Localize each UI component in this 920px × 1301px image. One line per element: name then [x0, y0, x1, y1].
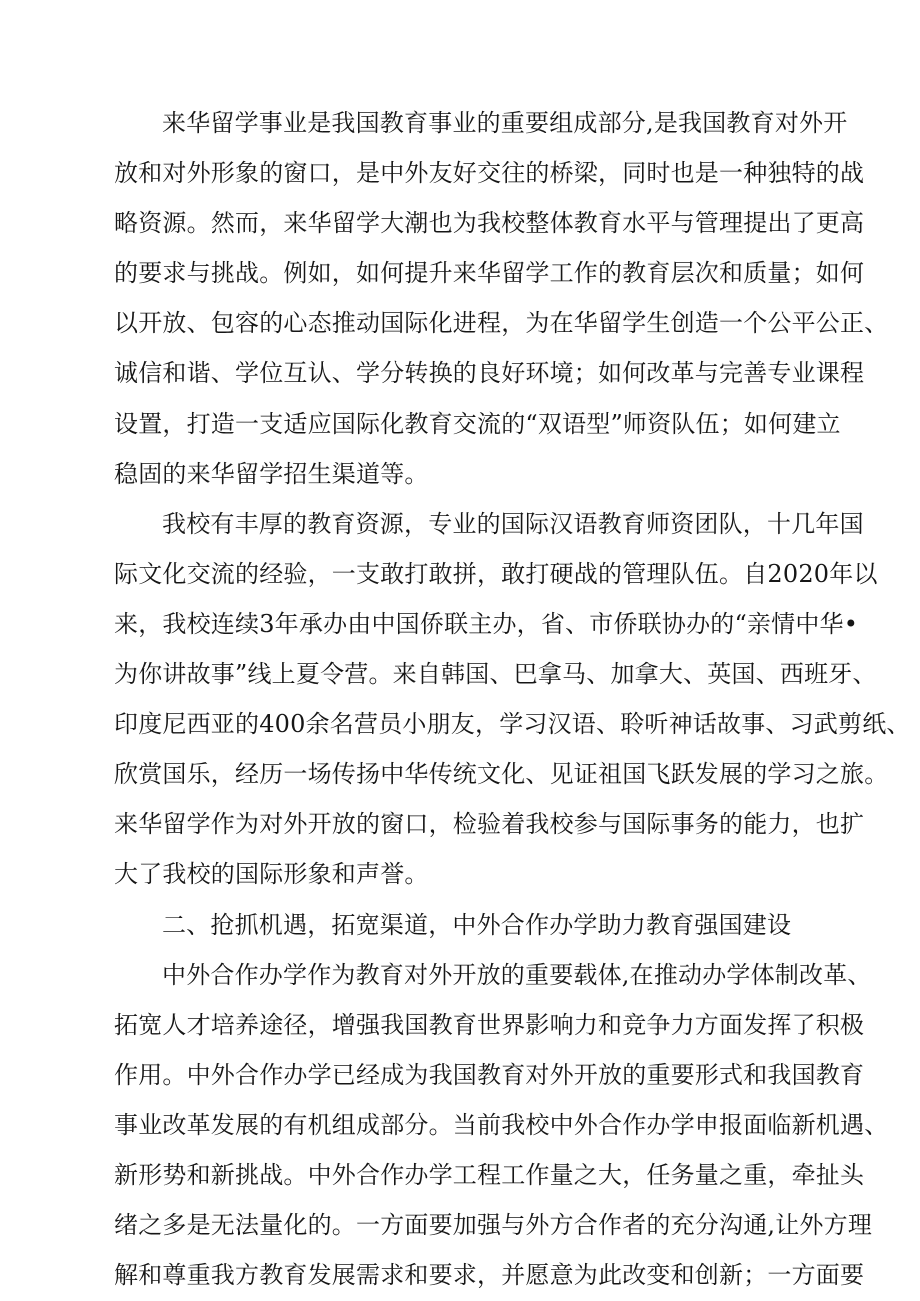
paragraph-3-line-3: 作用。中外合作办学已经成为我国教育对外开放的重要形式和我国教育 — [114, 1060, 865, 1089]
paragraph-1-line-3: 略资源。然而，来华留学大潮也为我校整体教育水平与管理提出了更高 — [114, 209, 865, 238]
paragraph-1-line-1: 来华留学事业是我国教育事业的重要组成部分,是我国教育对外开 — [162, 109, 848, 137]
paragraph-2-line-8: 大了我校的国际形象和声誉。 — [114, 860, 429, 889]
paragraph-1-line-6: 诚信和谐、学位互认、学分转换的良好环境；如何改革与完善专业课程 — [114, 359, 865, 388]
paragraph-2-line-2: 际文化交流的经验，一支敢打敢拼，敢打硬战的管理队伍。自2020年以 — [114, 559, 878, 588]
paragraph-1-line-5: 以开放、包容的心态推动国际化进程，为在华留学生创造一个公平公正、 — [114, 309, 889, 338]
paragraph-1-line-2: 放和对外形象的窗口，是中外友好交往的桥梁，同时也是一种独特的战 — [114, 159, 865, 188]
paragraph-2-line-6: 欣赏国乐，经历一场传扬中华传统文化、见证祖国飞跃发展的学习之旅。 — [114, 760, 889, 789]
document-body — [114, 98, 911, 1300]
paragraph-3-line-7: 解和尊重我方教育发展需求和要求，并愿意为此改变和创新；一方面要 — [114, 1261, 865, 1290]
paragraph-3-line-6: 绪之多是无法量化的。一方面要加强与外方合作者的充分沟通,让外方理 — [114, 1211, 873, 1240]
paragraph-1-line-8: 稳固的来华留学招生渠道等。 — [114, 459, 429, 488]
paragraph-3-line-2: 拓宽人才培养途径，增强我国教育世界影响力和竞争力方面发挥了积极 — [114, 1010, 865, 1039]
paragraph-3-line-5: 新形势和新挑战。中外合作办学工程工作量之大，任务量之重，牵扯头 — [114, 1160, 865, 1189]
paragraph-2-line-4: 为你讲故事”线上夏令营。来自韩国、巴拿马、加拿大、英国、西班牙、 — [114, 660, 877, 689]
paragraph-2-line-5: 印度尼西亚的400余名营员小朋友，学习汉语、聆听神话故事、习武剪纸、 — [114, 710, 911, 739]
section-heading: 二、抢抓机遇，拓宽渠道，中外合作办学助力教育强国建设 — [162, 910, 792, 939]
paragraph-3-line-4: 事业改革发展的有机组成部分。当前我校中外合作办学申报面临新机遇、 — [114, 1110, 889, 1139]
paragraph-2-line-3: 来，我校连续3年承办由中国侨联主办，省、市侨联协办的“亲情中华• — [114, 609, 859, 638]
paragraph-3-line-1: 中外合作办学作为教育对外开放的重要载体,在推动办学体制改革、 — [162, 960, 872, 989]
paragraph-2-line-1: 我校有丰厚的教育资源，专业的国际汉语教育师资团队，十几年国 — [162, 509, 864, 538]
paragraph-1-line-7: 设置，打造一支适应国际化教育交流的“双语型”师资队伍；如何建立 — [114, 409, 841, 438]
paragraph-1-line-4: 的要求与挑战。例如，如何提升来华留学工作的教育层次和质量；如何 — [114, 259, 865, 288]
paragraph-2-line-7: 来华留学作为对外开放的窗口，检验着我校参与国际事务的能力，也扩 — [114, 810, 865, 839]
